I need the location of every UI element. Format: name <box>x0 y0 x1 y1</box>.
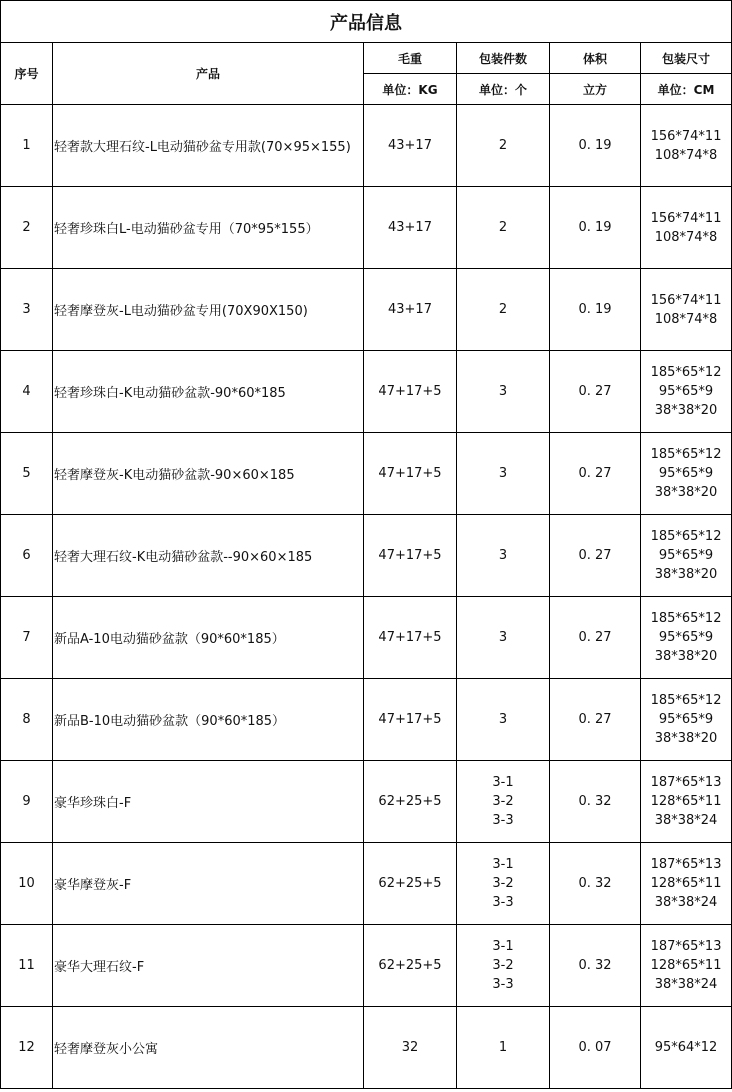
header-pieces: 包装件数 <box>457 43 550 74</box>
cell-size-line: 128*65*11 <box>650 876 722 891</box>
cell-size-line: 38*38*24 <box>654 813 718 828</box>
cell-pieces-line: 2 <box>498 220 508 235</box>
cell-product: 轻奢珍珠白-K电动猫砂盆款-90*60*185 <box>53 351 364 433</box>
cell-weight: 62+25+5 <box>364 843 457 925</box>
cell-pieces-line: 3-1 <box>492 939 514 954</box>
cell-weight: 43+17 <box>364 105 457 187</box>
cell-weight: 47+17+5 <box>364 433 457 515</box>
cell-index: 4 <box>1 351 53 433</box>
cell-pieces <box>457 925 550 1007</box>
cell-size-line: 95*65*9 <box>658 466 714 481</box>
cell-volume: 0. 19 <box>550 269 641 351</box>
table-title: 产品信息 <box>1 1 732 43</box>
cell-index: 1 <box>1 105 53 187</box>
cell-weight: 62+25+5 <box>364 761 457 843</box>
header-index: 序号 <box>1 43 53 105</box>
cell-pieces-line: 3 <box>498 548 508 563</box>
cell-product: 轻奢摩登灰-K电动猫砂盆款-90×60×185 <box>53 433 364 515</box>
cell-volume: 0. 32 <box>550 843 641 925</box>
cell-pieces-line: 3 <box>498 712 508 727</box>
cell-size-line: 185*65*12 <box>650 447 722 462</box>
cell-size <box>641 515 732 597</box>
cell-size-line: 95*65*9 <box>658 384 714 399</box>
cell-volume: 0. 07 <box>550 1007 641 1089</box>
cell-size-line: 185*65*12 <box>650 611 722 626</box>
cell-size-line: 38*38*24 <box>654 895 718 910</box>
cell-index: 9 <box>1 761 53 843</box>
cell-product: 豪华珍珠白-F <box>53 761 364 843</box>
cell-pieces <box>457 515 550 597</box>
cell-volume: 0. 32 <box>550 925 641 1007</box>
cell-pieces-line: 3-1 <box>492 857 514 872</box>
cell-volume: 0. 19 <box>550 105 641 187</box>
table-row <box>1 515 732 597</box>
cell-size-line: 38*38*20 <box>654 403 718 418</box>
header-volume-unit: 立方 <box>550 74 641 105</box>
table-row <box>1 351 732 433</box>
cell-index: 8 <box>1 679 53 761</box>
cell-size <box>641 761 732 843</box>
cell-size-line: 128*65*11 <box>650 794 722 809</box>
cell-index: 12 <box>1 1007 53 1089</box>
cell-size <box>641 269 732 351</box>
table-row <box>1 269 732 351</box>
table-row <box>1 433 732 515</box>
cell-product: 轻奢款大理石纹-L电动猫砂盆专用款(70×95×155) <box>53 105 364 187</box>
table-row <box>1 105 732 187</box>
cell-weight: 43+17 <box>364 187 457 269</box>
cell-product: 轻奢珍珠白L-电动猫砂盆专用（70*95*155） <box>53 187 364 269</box>
table-row <box>1 679 732 761</box>
cell-pieces-line: 3-3 <box>492 813 514 828</box>
cell-weight: 32 <box>364 1007 457 1089</box>
table-row <box>1 843 732 925</box>
cell-weight: 62+25+5 <box>364 925 457 1007</box>
cell-size <box>641 351 732 433</box>
cell-volume: 0. 27 <box>550 433 641 515</box>
cell-pieces <box>457 187 550 269</box>
cell-pieces <box>457 597 550 679</box>
cell-weight: 47+17+5 <box>364 351 457 433</box>
cell-weight: 43+17 <box>364 269 457 351</box>
cell-size-line: 187*65*13 <box>650 857 722 872</box>
cell-pieces-line: 3 <box>498 630 508 645</box>
cell-product: 轻奢摩登灰小公寓 <box>53 1007 364 1089</box>
cell-pieces-line: 3 <box>498 466 508 481</box>
cell-size <box>641 433 732 515</box>
cell-pieces <box>457 761 550 843</box>
cell-product: 新品B-10电动猫砂盆款（90*60*185） <box>53 679 364 761</box>
header-product: 产品 <box>53 43 364 105</box>
cell-size <box>641 925 732 1007</box>
cell-weight: 47+17+5 <box>364 679 457 761</box>
cell-pieces <box>457 105 550 187</box>
cell-size-line: 156*74*11 <box>650 210 722 226</box>
cell-pieces <box>457 843 550 925</box>
cell-size-line: 38*38*20 <box>654 485 718 500</box>
cell-product: 豪华摩登灰-F <box>53 843 364 925</box>
header-weight-unit: 单位：KG <box>364 74 457 105</box>
cell-pieces-line: 3 <box>498 384 508 399</box>
cell-pieces-line: 3-2 <box>492 876 514 891</box>
cell-size-line: 95*65*9 <box>658 712 714 727</box>
cell-product: 豪华大理石纹-F <box>53 925 364 1007</box>
cell-pieces-line: 2 <box>498 302 508 317</box>
table-row <box>1 761 732 843</box>
cell-pieces <box>457 269 550 351</box>
cell-size <box>641 597 732 679</box>
cell-size <box>641 679 732 761</box>
cell-index: 6 <box>1 515 53 597</box>
cell-size-line: 95*65*9 <box>658 630 714 645</box>
header-pieces-unit: 单位：个 <box>457 74 550 105</box>
cell-pieces-line: 3-1 <box>492 775 514 790</box>
cell-index: 11 <box>1 925 53 1007</box>
cell-size-line: 185*65*12 <box>650 529 722 544</box>
cell-pieces-line: 3-3 <box>492 895 514 910</box>
cell-size-line: 185*65*12 <box>650 693 722 708</box>
cell-pieces-line: 3-2 <box>492 958 514 973</box>
cell-product: 轻奢摩登灰-L电动猫砂盆专用(70X90X150) <box>53 269 364 351</box>
cell-pieces-line: 2 <box>498 138 508 153</box>
cell-pieces-line: 1 <box>498 1040 508 1055</box>
cell-index: 7 <box>1 597 53 679</box>
cell-index: 5 <box>1 433 53 515</box>
cell-size-line: 156*74*11 <box>650 292 722 308</box>
cell-size-line: 95*65*9 <box>658 548 714 563</box>
cell-size-line: 95*64*12 <box>654 1040 718 1055</box>
table-row <box>1 187 732 269</box>
cell-size-line: 108*74*8 <box>654 147 718 163</box>
cell-size-line: 38*38*20 <box>654 649 718 664</box>
cell-pieces <box>457 433 550 515</box>
cell-volume: 0. 27 <box>550 679 641 761</box>
cell-index: 3 <box>1 269 53 351</box>
cell-volume: 0. 27 <box>550 515 641 597</box>
cell-pieces-line: 3-2 <box>492 794 514 809</box>
header-size: 包装尺寸 <box>641 43 732 74</box>
header-volume: 体积 <box>550 43 641 74</box>
cell-size-line: 38*38*20 <box>654 567 718 582</box>
cell-volume: 0. 32 <box>550 761 641 843</box>
cell-size-line: 108*74*8 <box>654 229 718 245</box>
header-size-unit: 单位：CM <box>641 74 732 105</box>
header-weight: 毛重 <box>364 43 457 74</box>
cell-size-line: 108*74*8 <box>654 311 718 327</box>
cell-index: 10 <box>1 843 53 925</box>
cell-size-line: 187*65*13 <box>650 939 722 954</box>
cell-size-line: 38*38*24 <box>654 977 718 992</box>
cell-size-line: 156*74*11 <box>650 128 722 144</box>
cell-size-line: 185*65*12 <box>650 365 722 380</box>
cell-size <box>641 843 732 925</box>
cell-pieces <box>457 351 550 433</box>
cell-product: 轻奢大理石纹-K电动猫砂盆款--90×60×185 <box>53 515 364 597</box>
cell-pieces-line: 3-3 <box>492 977 514 992</box>
cell-index: 2 <box>1 187 53 269</box>
cell-size-line: 187*65*13 <box>650 775 722 790</box>
cell-volume: 0. 19 <box>550 187 641 269</box>
cell-size-line: 38*38*20 <box>654 731 718 746</box>
table-row <box>1 925 732 1007</box>
cell-pieces <box>457 679 550 761</box>
cell-product: 新品A-10电动猫砂盆款（90*60*185） <box>53 597 364 679</box>
cell-size <box>641 105 732 187</box>
cell-size <box>641 187 732 269</box>
cell-volume: 0. 27 <box>550 351 641 433</box>
cell-volume: 0. 27 <box>550 597 641 679</box>
cell-pieces <box>457 1007 550 1089</box>
table-row <box>1 1007 732 1089</box>
cell-weight: 47+17+5 <box>364 515 457 597</box>
table-row <box>1 597 732 679</box>
table-body <box>1 105 732 1089</box>
cell-size <box>641 1007 732 1089</box>
cell-size-line: 128*65*11 <box>650 958 722 973</box>
cell-weight: 47+17+5 <box>364 597 457 679</box>
